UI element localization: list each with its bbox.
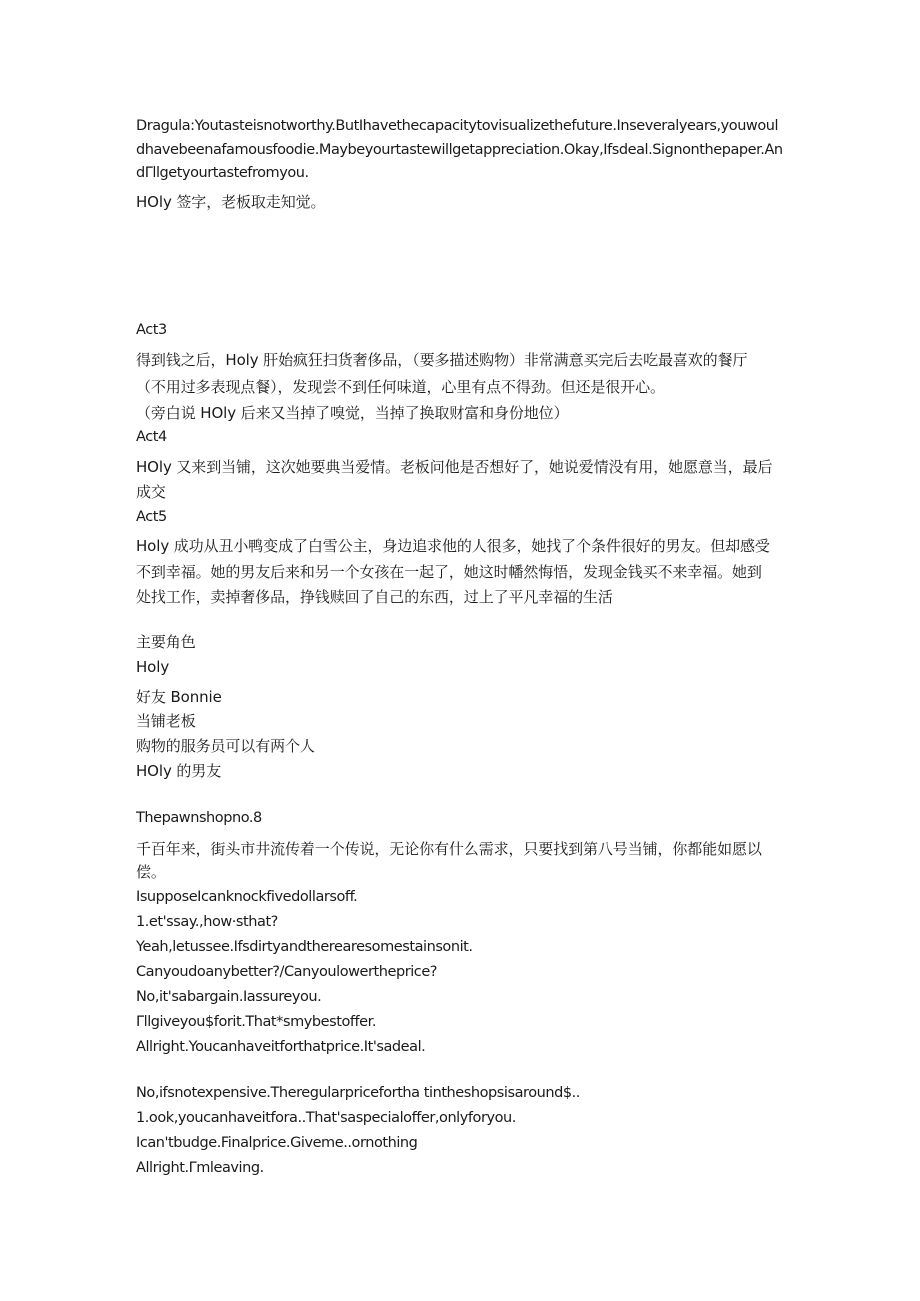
dragula-line: Dragula:Youtasteisnotworthy.ButIhavethecapacitytovisualizethefuture.Inseveralyears,youwoul <box>136 118 779 134</box>
dragula-line: dΓllgetyourtastefromyou. <box>136 165 309 181</box>
pawnshop-intro: 偿。 <box>136 863 166 881</box>
dialogue-line: No,it'sabargain.Iassureyou. <box>136 989 322 1005</box>
pawnshop-intro: 千百年来，街头市井流传着一个传说，无论你有什么需求，只要找到第八号当铺，你都能如愿以 <box>136 840 762 858</box>
act4-line: HOly 又来到当铺，这次她要典当爱情。老板问他是否想好了，她说爱情没有用，她愿意当，最后 <box>136 458 773 476</box>
dialogue-line: Ican'tbudge.Finalprice.Giveme..ornothing <box>136 1135 418 1151</box>
role-item: HOly 的男友 <box>136 762 222 780</box>
act5-line: 处找工作，卖掉奢侈品，挣钱赎回了自己的东西，过上了平凡幸福的生活 <box>136 588 613 606</box>
role-item: Holy <box>136 658 170 676</box>
dialogue-line: Allright.Γmleaving. <box>136 1160 264 1176</box>
dialogue-line: No,ifsnotexpensive.Theregularpricefortha tintheshopsisaround$.. <box>136 1085 580 1101</box>
role-item: 好友 Bonnie <box>136 688 222 706</box>
act5-line: 不到幸福。她的男友后来和另一个女孩在一起了，她这时幡然悔悟，发现金钱买不来幸福。她到 <box>136 563 762 581</box>
role-item: 购物的服务员可以有两个人 <box>136 737 315 755</box>
act3-line: （旁白说 HOly 后来又当掉了嗅觉，当掉了换取财富和身份地位） <box>136 404 569 422</box>
act4-heading: Act4 <box>136 429 167 445</box>
act3-line: （不用过多表现点餐），发现尝不到任何味道，心里有点不得劲。但还是很开心。 <box>136 378 665 396</box>
pawnshop-title: Thepawnshopno.8 <box>136 810 262 826</box>
dialogue-line: 1.et'ssay.,how·sthat? <box>136 914 278 930</box>
dialogue-line: 1.ook,youcanhaveitfora..That'saspecialoffer,onlyforyou. <box>136 1110 516 1126</box>
act5-line: Holy 成功从丑小鸭变成了白雪公主，身边追求他的人很多，她找了个条件很好的男友。但却感受 <box>136 537 770 555</box>
act3-line: 得到钱之后，Holy 肝始疯狂扫货奢侈品，（要多描述购物）非常满意买完后去吃最喜欢的餐厅 <box>136 351 748 369</box>
act3-heading: Act3 <box>136 322 167 338</box>
dragula-line: HOly 签字，老板取走知觉。 <box>136 193 326 211</box>
dialogue-line: Yeah,letussee.Ifsdirtyandtherearesomestainsonit. <box>136 939 473 955</box>
dialogue-line: IsupposeIcanknockfivedollarsoff. <box>136 889 358 905</box>
role-item: 当铺老板 <box>136 712 196 730</box>
dialogue-line: Canyoudoanybetter?/Canyoulowertheprice? <box>136 964 438 980</box>
dragula-line: dhavebeenafamousfoodie.Maybeyourtastewillgetappreciation.Okay,Ifsdeal.Signonthepaper.An <box>136 142 783 158</box>
act4-line: 成交 <box>136 483 166 501</box>
dialogue-line: Γllgiveyou$forit.That*smybestoffer. <box>136 1014 376 1030</box>
roles-heading: 主要角色 <box>136 633 196 651</box>
act5-heading: Act5 <box>136 509 167 525</box>
dialogue-line: Allright.Youcanhaveitforthatprice.It'sadeal. <box>136 1039 426 1055</box>
